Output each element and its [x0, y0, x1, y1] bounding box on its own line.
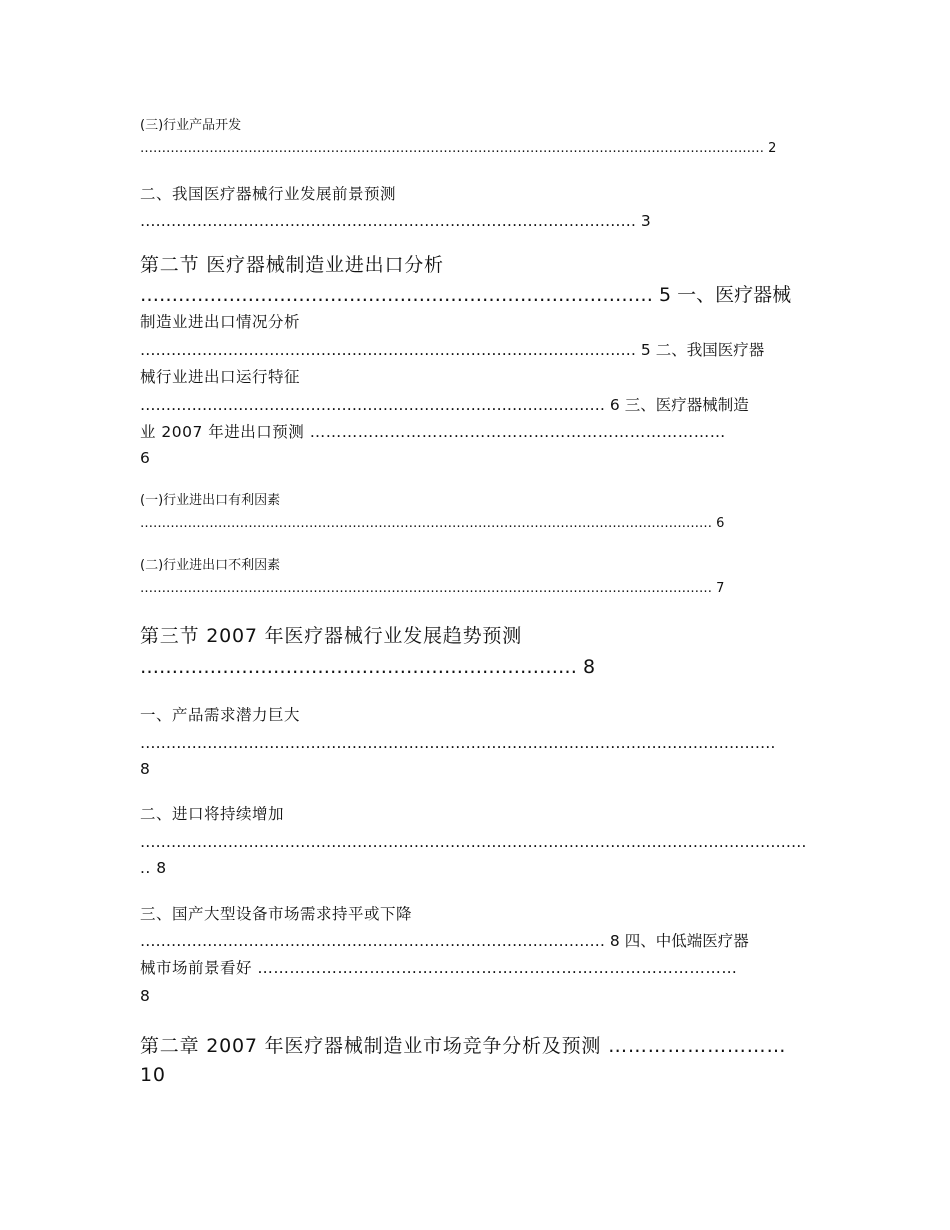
toc-leader-page-5b: …………………………………………………………………………………… 5 二、我国医疗器 — [140, 341, 765, 359]
toc-leader-page-3: …………………………………………………………………………………… 3 — [140, 212, 651, 230]
toc-section-trend-forecast[interactable]: 第三节 2007 年医疗器械行业发展趋势预测 — [140, 625, 523, 647]
toc-entry-unfavorable-factors[interactable]: (二)行业进出口不利因素 — [140, 558, 281, 573]
toc-entry-imports-increase[interactable]: 二、进口将持续增加 — [140, 805, 285, 823]
toc-leader-page-8b: ……………………………………………………………………………… 8 四、中低端医疗器 — [140, 932, 749, 950]
toc-entry-favorable-factors[interactable]: (一)行业进出口有利因素 — [140, 493, 281, 508]
toc-leader: …………………………………………………………………………………………………………… — [140, 734, 776, 752]
toc-entry-industry-outlook[interactable]: 二、我国医疗器械行业发展前景预测 — [140, 185, 397, 203]
toc-leader-page-6b: …………………………………………………………………………………………………………………… 6 — [140, 516, 725, 531]
toc-leader-page-7: …………………………………………………………………………………………………………………… 7 — [140, 581, 725, 596]
toc-leader-page-5: ……………………………………………………………………… 5 一、医疗器械 — [140, 284, 792, 306]
toc-leader-page-6: ……………………………………………………………………………… 6 三、医疗器械制造 — [140, 396, 749, 414]
toc-entry-demand-potential[interactable]: 一、产品需求潜力巨大 — [140, 706, 301, 724]
toc-chapter-market-competition[interactable]: 第二章 2007 年医疗器械制造业市场竞争分析及预测 ……………………… — [140, 1035, 787, 1057]
toc-entry-import-export-features[interactable]: 械行业进出口运行特征 — [140, 368, 301, 386]
toc-section-import-export-analysis[interactable]: 第二节 医疗器械制造业进出口分析 — [140, 254, 444, 276]
toc-leader-page-8: …………………………………………………………… 8 — [140, 656, 596, 678]
toc-entry-domestic-equipment-demand[interactable]: 三、国产大型设备市场需求持平或下降 — [140, 905, 413, 923]
toc-entry-import-export-status[interactable]: 制造业进出口情况分析 — [140, 313, 301, 331]
toc-page-number: .. 8 — [140, 859, 167, 877]
toc-page-number: 6 — [140, 449, 151, 467]
toc-page-number: 8 — [140, 760, 151, 778]
toc-leader: ………………………………………………………………………………………………………………… — [140, 833, 807, 851]
toc-entry-industry-product-development[interactable]: (三)行业产品开发 — [140, 118, 242, 133]
toc-leader-page-2: ……………………………………………………………………………………………………………………………… 2 — [140, 141, 777, 156]
toc-entry-import-export-forecast[interactable]: 业 2007 年进出口预测 …………………………………………………………………… — [140, 423, 726, 441]
toc-entry-mid-low-end-market[interactable]: 械市场前景看好 ……………………………………………………………………………… — [140, 959, 738, 977]
toc-page-number: 10 — [140, 1064, 166, 1086]
toc-page-number: 8 — [140, 987, 151, 1005]
